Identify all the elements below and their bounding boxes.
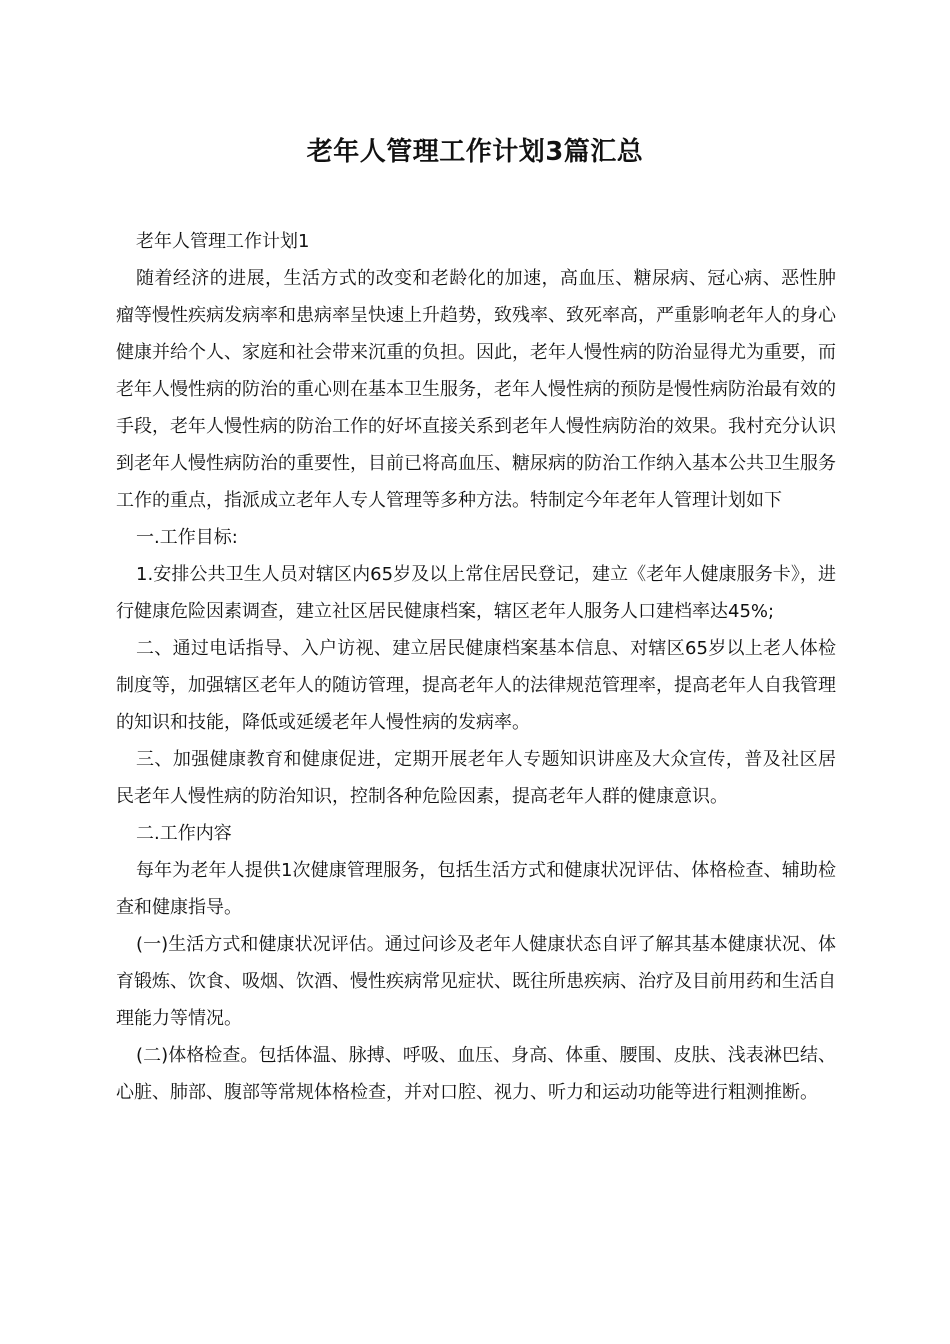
content-paragraph: 每年为老年人提供1次健康管理服务，包括生活方式和健康状况评估、体格检查、辅助检查和健康指导。 bbox=[116, 860, 836, 918]
section-heading-plan-1: 老年人管理工作计划1 bbox=[136, 231, 310, 252]
goal-item-1: 1.安排公共卫生人员对辖区内65岁及以上常住居民登记，建立《老年人健康服务卡》，进行健康危险因素调查，建立社区居民健康档案，辖区老年人服务人口建档率达45%; bbox=[116, 564, 836, 622]
section-heading-goals: 一.工作目标: bbox=[136, 527, 238, 548]
content-item-2: (二)体格检查。包括体温、脉搏、呼吸、血压、身高、体重、腰围、皮肤、浅表淋巴结、心脏、肺部、腹部等常规体格检查，并对口腔、视力、听力和运动功能等进行粗测推断。 bbox=[116, 1045, 836, 1103]
document-body bbox=[116, 223, 836, 1111]
goal-item-2: 二、通过电话指导、入户访视、建立居民健康档案基本信息、对辖区65岁以上老人体检制度等，加强辖区老年人的随访管理，提高老年人的法律规范管理率，提高老年人自我管理的知识和技能，降低或延缓老年人慢性病的发病率。 bbox=[116, 638, 836, 733]
section-heading-content: 二.工作内容 bbox=[136, 823, 232, 844]
goal-item-3: 三、加强健康教育和健康促进，定期开展老年人专题知识讲座及大众宣传，普及社区居民老年人慢性病的防治知识，控制各种危险因素，提高老年人群的健康意识。 bbox=[116, 749, 836, 807]
document-title: 老年人管理工作计划3篇汇总 bbox=[306, 137, 644, 167]
intro-paragraph: 随着经济的进展，生活方式的改变和老龄化的加速，高血压、糖尿病、冠心病、恶性肿瘤等慢性疾病发病率和患病率呈快速上升趋势，致残率、致死率高，严重影响老年人的身心健康并给个人、家庭和社会带来沉重的负担。因此，老年人慢性病的防治显得尤为重要，而老年人慢性病的防治的重心则在基本卫生服务，老年人慢性病的预防是慢性病防治最有效的手段，老年人慢性病的防治工作的好坏直接关系到老年人慢性病防治的效果。我村充分认识到老年人慢性病防治的重要性，目前已将高血压、糖尿病的防治工作纳入基本公共卫生服务工作的重点，指派成立老年人专人管理等多种方法。特制定今年老年人管理计划如下 bbox=[116, 268, 836, 511]
content-item-1: (一)生活方式和健康状况评估。通过问诊及老年人健康状态自评了解其基本健康状况、体育锻炼、饮食、吸烟、饮酒、慢性疾病常见症状、既往所患疾病、治疗及目前用药和生活自理能力等情况。 bbox=[116, 934, 836, 1029]
